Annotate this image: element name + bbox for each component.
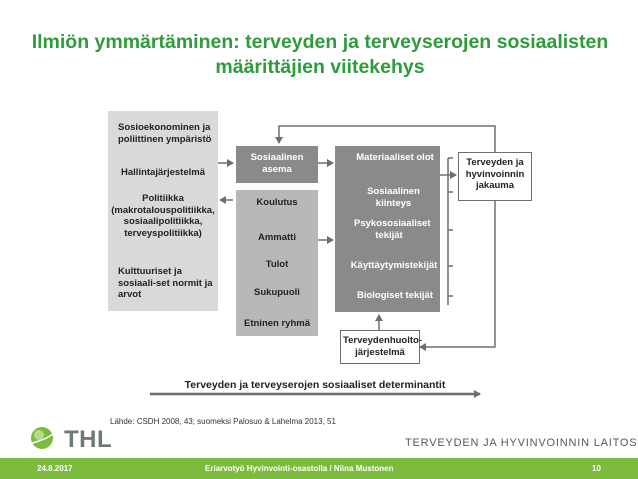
organization-name: TERVEYDEN JA HYVINVOINNIN LAITOS — [405, 437, 638, 449]
footer-center: Eriarvotyö Hyvinvointi-osastolla / Niina Mustonen — [205, 464, 394, 473]
intermediary-psychosocial: Psykososiaaliset tekijät — [354, 218, 431, 241]
factor-occupation: Ammatti — [257, 232, 296, 243]
intermediary-cohesion: Sosiaalinen kiinteys — [367, 186, 420, 209]
social-position-label: Sosiaalinen asema — [250, 152, 304, 175]
outcome-label: Terveyden ja hyvinvoinnin jakauma — [465, 157, 525, 191]
context-item-culture: Kulttuuriset ja sosiaali-set normit ja arvot — [118, 266, 213, 300]
factor-education: Koulutus — [256, 197, 298, 208]
context-item-policy: Politiikka (makrotalouspolitiikka, sosiaalipolitiikka, terveyspolitiikka) — [111, 193, 215, 239]
factor-gender: Sukupuoli — [254, 287, 300, 298]
thl-logo-text: THL — [64, 426, 113, 453]
footer-bar — [0, 458, 638, 479]
intermediary-behaviour: Käyttäytymistekijät — [350, 260, 438, 271]
thl-logo-leaf — [26, 427, 55, 449]
intermediary-material: Materiaaliset olot — [356, 152, 434, 163]
slide-title: Ilmiön ymmärtäminen: terveyden ja terveyserojen sosiaalisten määrittäjien viitekehys — [31, 31, 609, 78]
intermediary-biological: Biologiset tekijät — [356, 290, 433, 301]
source-citation: Lähde: CSDH 2008, 43; suomeksi Palosuo & Lahelma 2013, 51 — [110, 417, 336, 426]
factor-income: Tulot — [265, 259, 289, 270]
context-item-governance: Hallintajärjestelmä — [121, 167, 205, 178]
footer-date: 24.8.2017 — [37, 464, 73, 473]
context-item-environment: Sosioekonominen ja poliittinen ympäristö — [118, 122, 212, 145]
footer-page: 10 — [592, 464, 601, 473]
axis-label: Terveyden ja terveyserojen sosiaaliset determinantit — [184, 379, 446, 391]
factor-ethnicity: Etninen ryhmä — [244, 318, 310, 329]
intermediary-brackets — [448, 158, 453, 305]
health-system-label: Terveydenhuolto-järjestelmä — [343, 335, 422, 358]
